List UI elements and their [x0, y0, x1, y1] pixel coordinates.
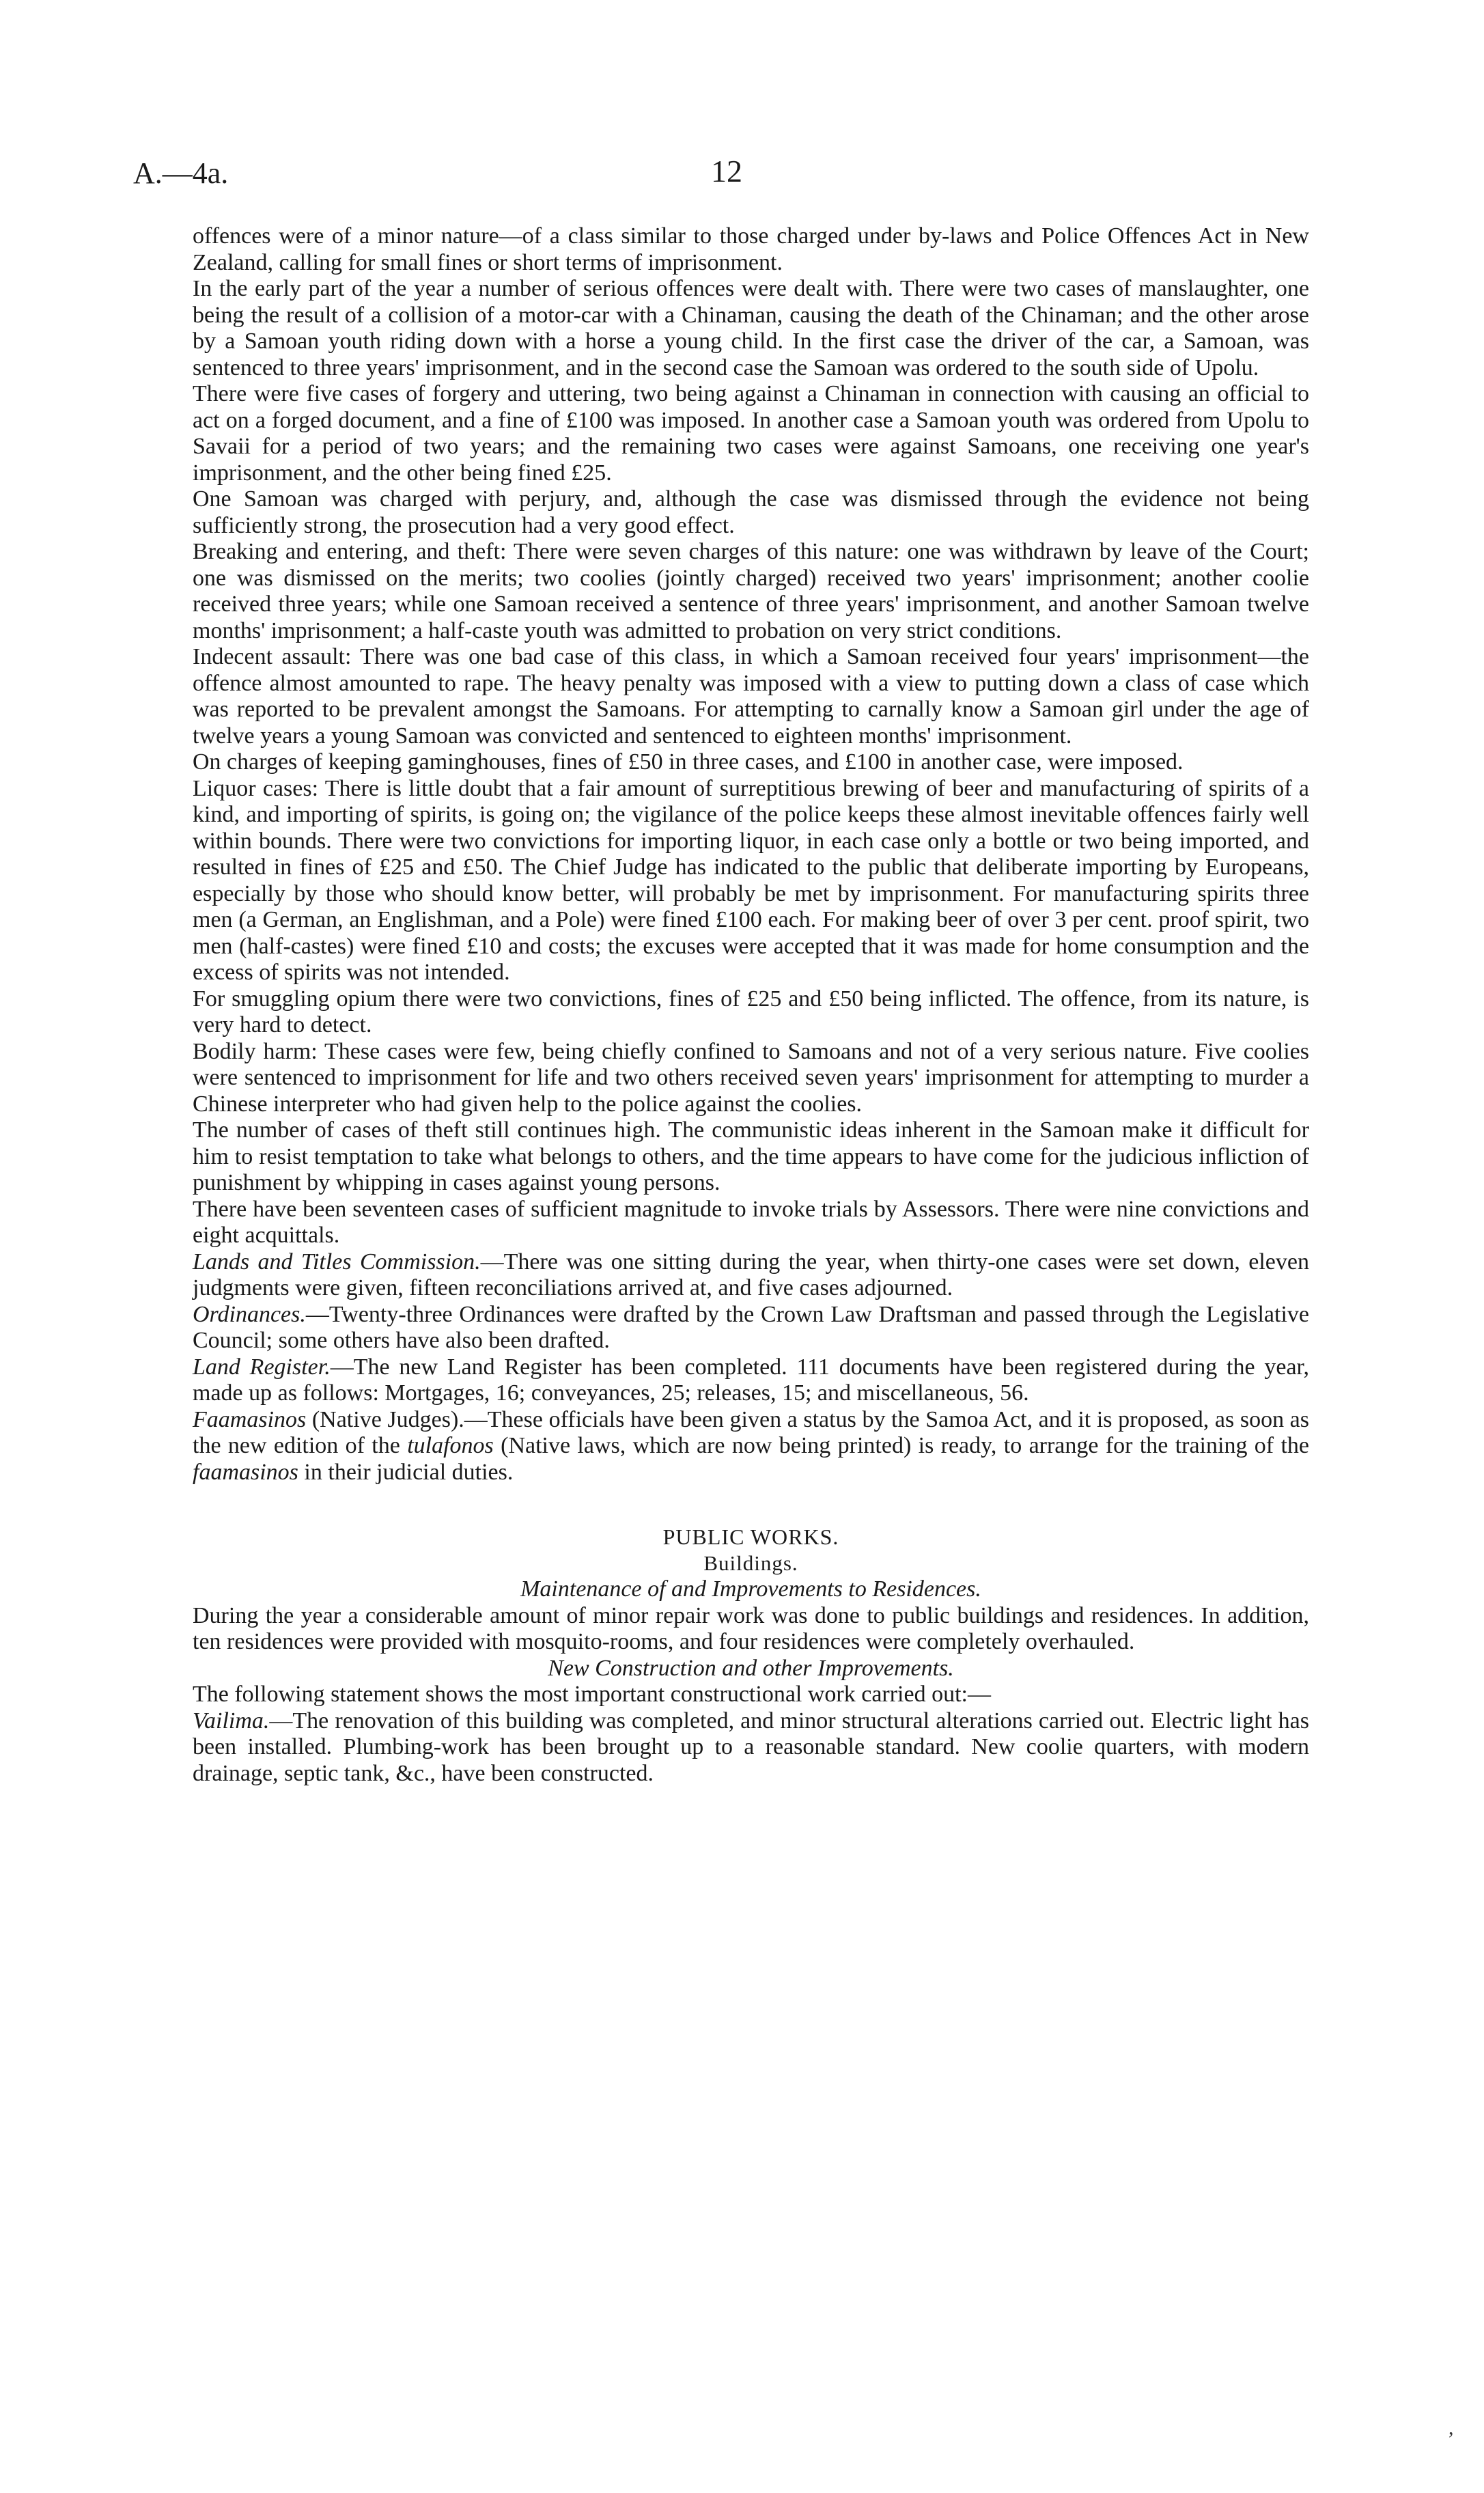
paragraph-text: (Native laws, which are now being printed) is ready, to arrange for the training of the	[493, 1433, 1309, 1458]
paragraph	[193, 1603, 1309, 1656]
paragraph-lead: Land Register.	[193, 1354, 331, 1380]
paragraph-lead: Lands and Titles Commission.	[193, 1249, 481, 1275]
document-body	[193, 223, 1309, 1787]
paragraph-text: —The renovation of this building was completed, and minor structural alterations carried out. Electric light has been installed. Plumbing-work has been brought up to a reasonable standard. New coolie quarters, with modern drainage, septic tank, &c., have been constructed.	[193, 1708, 1309, 1786]
paragraph-italic: tulafonos	[407, 1433, 494, 1458]
paragraph	[193, 986, 1309, 1039]
paragraph-text: (Native Judges).—These officials have been given a status by the Samoa Act, and it is proposed, as soon as the new edition of the	[193, 1406, 1309, 1458]
paragraph	[193, 1682, 1309, 1708]
paragraph	[193, 276, 1309, 381]
paragraph-text: Breaking and entering, and theft: There were seven charges of this nature: one was withdrawn by leave of the Court; one was dismissed on the merits; two coolies (jointly charged) received two years' imprisonment; another coolie received three years; while one Samoan received a sentence of three years' imprisonment, and another Samoan twelve months' imprisonment; a half-caste youth was admitted to probation on very strict conditions.	[193, 539, 1309, 643]
page-number: 12	[711, 154, 742, 189]
paragraph-text: Indecent assault: There was one bad case of this class, in which a Samoan received four years' imprisonment—the offence almost amounted to rape. The heavy penalty was imposed with a view to putting down a class of case which was reported to be prevalent amongst the Samoans. For attempting to carnally know a Samoan girl under the age of twelve years a young Samoan was convicted and sentenced to eighteen months' imprisonment.	[193, 644, 1309, 749]
paragraph-lead: Vailima.	[193, 1708, 270, 1733]
paragraph-text: Bodily harm: These cases were few, being chiefly confined to Samoans and not of a very serious nature. Five coolies were sentenced to imprisonment for life and two others received seven years' imprisonment for attempting to murder a Chinese interpreter who had given help to the police against the coolies.	[193, 1038, 1309, 1117]
paragraph	[193, 223, 1309, 276]
section-subtitle: Buildings.	[703, 1550, 798, 1575]
paragraph-text: In the early part of the year a number of serious offences were dealt with. There were two cases of manslaughter, one being the result of a collision of a motor-car with a Chinaman, causing the death of the Chinaman; and the other arose by a Samoan youth riding down with a horse a young child. In the first case the driver of the car, a Samoan, was sentenced to three years' imprisonment, and in the second case the Samoan was ordered to the south side of Upolu.	[193, 276, 1309, 380]
paragraph	[193, 539, 1309, 644]
section-title: PUBLIC WORKS.	[662, 1524, 839, 1549]
paragraph-text: —Twenty-three Ordinances were drafted by the Crown Law Draftsman and passed through the Legislative Council; some others have also been drafted.	[193, 1301, 1309, 1353]
paragraph	[193, 1407, 1309, 1486]
paragraph-text: There have been seventeen cases of sufficient magnitude to invoke trials by Assessors. There were nine convictions and eight acquittals.	[193, 1196, 1309, 1248]
paragraph-text: During the year a considerable amount of minor repair work was done to public buildings and residences. In addition, ten residences were provided with mosquito-rooms, and four residences were completely overhauled.	[193, 1602, 1309, 1654]
page-header	[133, 156, 1308, 204]
paragraph-text: On charges of keeping gaminghouses, fines of £50 in three cases, and £100 in another case, were imposed.	[193, 749, 1184, 775]
paragraph-italic: faamasinos	[193, 1459, 298, 1485]
paragraph	[193, 776, 1309, 986]
section-heading: Maintenance of and Improvements to Residences.	[520, 1576, 981, 1602]
paragraph-text: Liquor cases: There is little doubt that a fair amount of surreptitious brewing of beer and manufacturing of spirits of a kind, and importing of spirits, is going on; the vigilance of the police keeps these almost inevitable offences fairly well within bounds. There were two convictions for importing liquor, in each case only a bottle or two being imported, and resulted in fines of £25 and £50. The Chief Judge has indicated to the public that deliberate importing by Europeans, especially by those who should know better, will probably be met by imprisonment. For manufacturing spirits three men (a German, an Englishman, and a Pole) were fined £100 each. For making beer of over 3 per cent. proof spirit, two men (half-castes) were fined £10 and costs; the excuses were accepted that it was made for home consumption and the excess of spirits was not intended.	[193, 775, 1309, 985]
paragraph	[193, 1039, 1309, 1118]
paragraph-text: For smuggling opium there were two convictions, fines of £25 and £50 being inflicted. The offence, from its nature, is very hard to detect.	[193, 986, 1309, 1037]
paragraph-text: in their judicial duties.	[298, 1459, 514, 1485]
section-spacer	[193, 1486, 1309, 1524]
paragraph	[193, 749, 1309, 776]
paragraph-text: —The new Land Register has been completed. 111 documents have been registered during the year, made up as follows: Mortgages, 16; conveyances, 25; releases, 15; and miscellaneous, 56.	[193, 1354, 1310, 1406]
stray-mark: ,	[1448, 2417, 1454, 2439]
paragraph-text: —There was one sitting during the year, when thirty-one cases were set down, eleven judgments were given, fifteen reconciliations arrived at, and five cases adjourned.	[193, 1249, 1309, 1300]
paragraph-text: The number of cases of theft still continues high. The communistic ideas inherent in the Samoan make it difficult for him to resist temptation to take what belongs to others, and the time appears to have come for the judicious infliction of punishment by whipping in cases against young persons.	[193, 1117, 1309, 1195]
paragraph-text: There were five cases of forgery and uttering, two being against a Chinaman in connection with causing an official to act on a forged document, and a fine of £100 was imposed. In another case a Samoan youth was ordered from Upolu to Savaii for a period of two years; and the remaining two cases were against Samoans, one receiving one year's imprisonment, and the other being fined £25.	[193, 381, 1309, 486]
paragraph-text: offences were of a minor nature—of a class similar to those charged under by-laws and Police Offences Act in New Zealand, calling for small fines or short terms of imprisonment.	[193, 223, 1309, 275]
paragraph-text: One Samoan was charged with perjury, and, although the case was dismissed through the evidence not being sufficiently strong, the prosecution had a very good effect.	[193, 486, 1309, 538]
document-reference: A.—4a.	[133, 156, 229, 190]
paragraph	[193, 644, 1309, 749]
paragraph-lead: Ordinances.	[193, 1301, 306, 1327]
paragraph-text: The following statement shows the most important constructional work carried out:—	[193, 1682, 991, 1707]
paragraph	[193, 1249, 1309, 1302]
paragraph	[193, 1354, 1309, 1407]
paragraph	[193, 1302, 1309, 1354]
paragraph	[193, 381, 1309, 486]
section-heading: New Construction and other Improvements.	[548, 1655, 954, 1681]
paragraph	[193, 1117, 1309, 1197]
paragraph-lead: Faamasinos	[193, 1406, 307, 1432]
paragraph	[193, 1197, 1309, 1249]
paragraph	[193, 1708, 1309, 1787]
paragraph	[193, 486, 1309, 539]
